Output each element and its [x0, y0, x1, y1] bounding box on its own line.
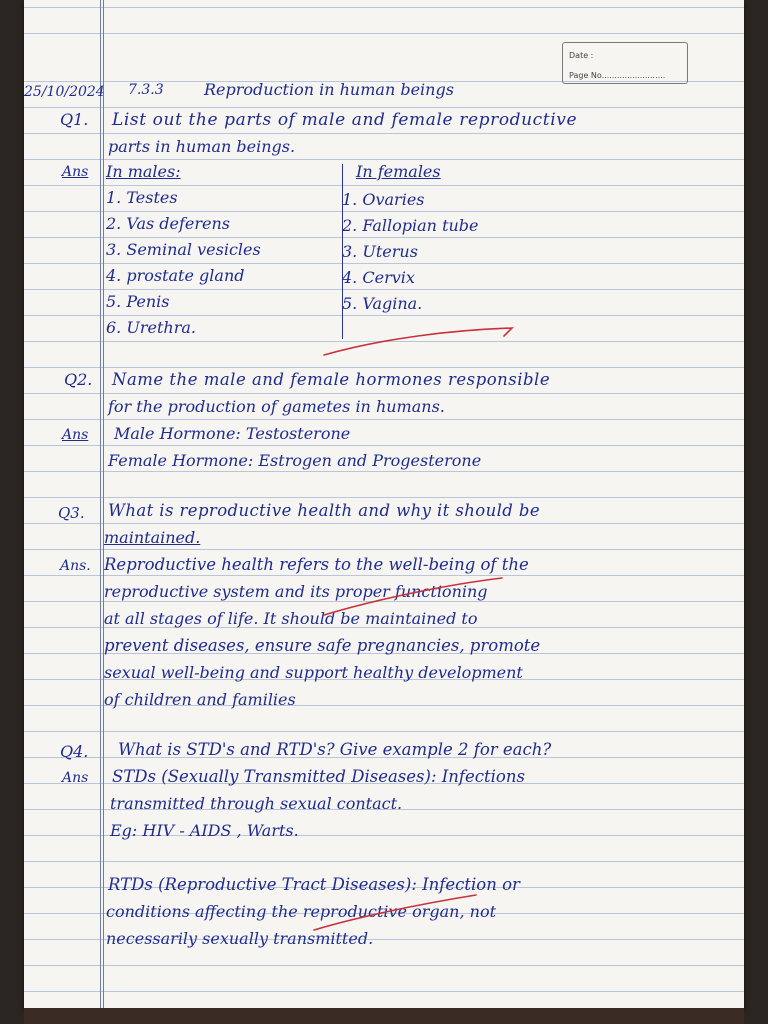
red-tick-q1 — [324, 328, 512, 355]
q4-answer-line-3: Eg: HIV - AIDS , Warts. — [110, 821, 299, 840]
male-part-6: 6. Urethra. — [106, 318, 196, 337]
q1-line-2: parts in human beings. — [108, 137, 296, 156]
males-heading: In males: — [106, 162, 181, 181]
page-number-label: Page No. ..... — [569, 71, 665, 80]
q3-answer-line-1: Reproductive health refers to the well-being of the — [104, 555, 529, 574]
q3-answer-line-5: sexual well-being and support healthy development — [104, 663, 523, 682]
date-label: Date : — [569, 51, 594, 60]
q2-label: Q2. — [64, 370, 93, 389]
male-part-3: 3. Seminal vesicles — [106, 240, 261, 259]
female-part-5: 5. Vagina. — [342, 294, 423, 313]
notebook-page — [24, 0, 744, 1010]
q4-answer-line-1: STDs (Sexually Transmitted Diseases): Infections — [112, 767, 525, 786]
q3-line-1: What is reproductive health and why it should be — [108, 501, 541, 520]
q3-label: Q3. — [58, 504, 85, 522]
female-hormone: Female Hormone: Estrogen and Progesterone — [108, 451, 482, 470]
q2-line-1: Name the male and female hormones responsible — [112, 370, 551, 389]
q3-answer-line-4: prevent diseases, ensure safe pregnancies, promote — [104, 636, 541, 655]
section-title: Reproduction in human beings — [204, 80, 454, 99]
q1-label: Q1. — [60, 110, 89, 129]
q3-answer-line-6: of children and families — [104, 690, 296, 709]
female-part-2: 2. Fallopian tube — [342, 216, 479, 235]
q4-ans-label: Ans — [62, 770, 89, 786]
female-part-4: 4. Cervix — [342, 268, 415, 287]
q2-line-2: for the production of gametes in humans. — [108, 397, 445, 416]
written-date: 25/10/2024 — [24, 84, 105, 100]
q3-answer-line-2: reproductive system and its proper functioning — [104, 582, 488, 601]
page-edge — [24, 1008, 744, 1024]
q4-answer-line-2: transmitted through sexual contact. — [110, 794, 403, 813]
female-part-3: 3. Uterus — [342, 242, 418, 261]
q4-line-1: What is STD's and RTD's? Give example 2 for each? — [118, 740, 552, 759]
q3-answer-line-3: at all stages of life. It should be maintained to — [104, 609, 478, 628]
male-part-5: 5. Penis — [106, 292, 170, 311]
q4-answer-line-6: necessarily sexually transmitted. — [106, 929, 374, 948]
male-part-2: 2. Vas deferens — [106, 214, 231, 233]
male-hormone: Male Hormone: Testosterone — [114, 424, 351, 443]
q3-ans-label: Ans. — [60, 558, 91, 574]
q4-label: Q4. — [60, 742, 89, 761]
male-part-4: 4. prostate gland — [106, 266, 245, 285]
q3-line-2: maintained. — [104, 528, 201, 547]
red-tick-q4 — [314, 895, 476, 930]
q4-answer-line-4: RTDs (Reproductive Tract Diseases): Infection or — [108, 875, 520, 894]
females-heading: In females — [356, 162, 441, 181]
q1-ans-label: Ans — [62, 164, 89, 180]
red-tick-q3 — [324, 578, 502, 615]
section-number: 7.3.3 — [128, 82, 164, 98]
female-part-1: 1. Ovaries — [342, 190, 425, 209]
q4-answer-line-5: conditions affecting the reproductive organ, not — [106, 902, 497, 921]
male-part-1: 1. Testes — [106, 188, 178, 207]
q2-ans-label: Ans — [62, 427, 89, 443]
teacher-marks — [24, 0, 744, 1010]
q1-line-1: List out the parts of male and female reproductive — [112, 110, 578, 130]
